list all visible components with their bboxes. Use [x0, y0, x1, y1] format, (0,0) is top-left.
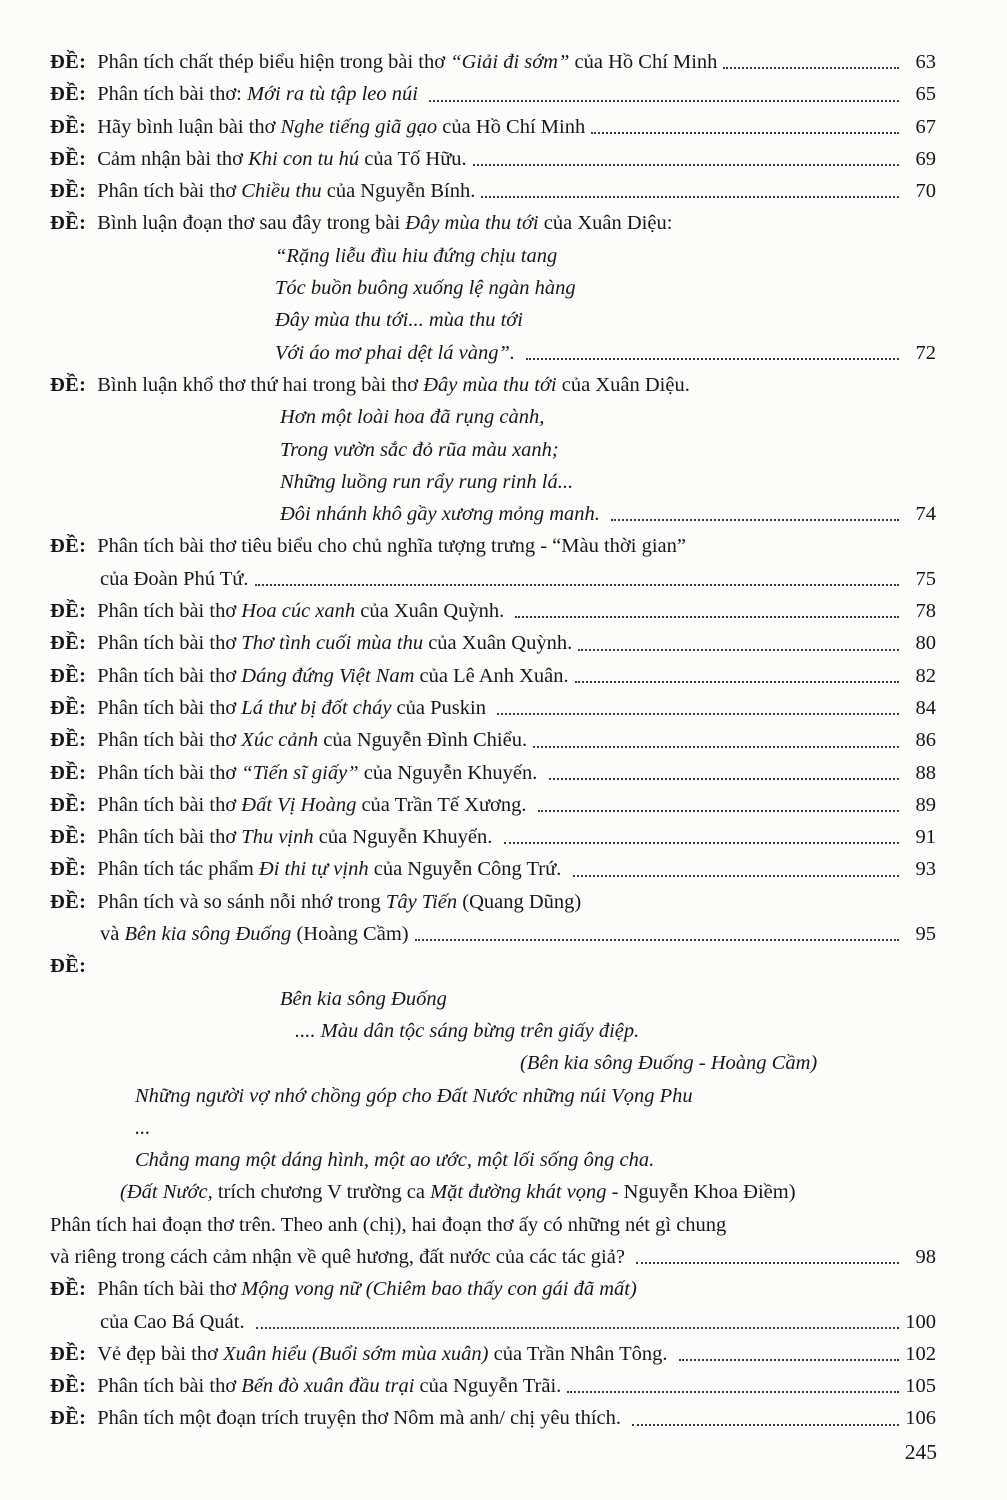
entry-text [97, 111, 585, 143]
toc-entry [50, 724, 936, 756]
entry-text [295, 1015, 639, 1047]
toc-page-ref: 78 [915, 600, 936, 623]
entry-text-segment: của Lê Anh Xuân. [414, 664, 569, 687]
entry-text [97, 1370, 561, 1402]
toc-continuation-line [50, 466, 936, 498]
entry-text-segment: của Cao Bá Quát. [100, 1310, 250, 1333]
entry-text-segment: Phân tích bài thơ: [97, 83, 247, 106]
entry-text [97, 757, 542, 789]
dot-leader [626, 1402, 902, 1434]
work-title: Với áo mơ phai dệt lá vàng”. [275, 341, 521, 364]
entry-text-segment: Phân tích bài thơ [97, 696, 242, 719]
entry-text-segment: Hãy bình luận bài thơ [97, 115, 281, 138]
toc-entry [50, 143, 936, 175]
entry-text [280, 434, 559, 466]
work-title: Mới ra tù tập leo núi [247, 83, 424, 106]
toc-page-ref: 74 [915, 503, 936, 526]
toc-continuation-line [50, 304, 936, 336]
entry-text [97, 724, 527, 756]
work-title: Tóc buồn buông xuống lệ ngàn hàng [275, 277, 576, 300]
toc-continuation-line [50, 1144, 936, 1176]
toc-page-ref: 80 [915, 632, 936, 655]
work-title: Mộng vong nữ (Chiêm bao thấy con gái đã mất) [241, 1278, 637, 1301]
entry-label: ĐỀ: [50, 632, 87, 655]
entry-text-segment: Phân tích bài thơ tiêu biểu cho chủ nghĩa tượng trưng - “Màu thời gian” [97, 535, 686, 558]
dot-leader [717, 46, 902, 78]
toc-continuation-line [50, 1047, 936, 1079]
entry-label: ĐỀ: [50, 600, 87, 623]
work-title: “Giải đi sớm” [450, 51, 570, 73]
work-title: Tây Tiến [385, 890, 458, 913]
work-title: (Bên kia sông Đuống - Hoàng Cầm) [520, 1052, 818, 1075]
entry-text-segment: Phân tích chất thép biểu hiện trong bài thơ [97, 51, 451, 73]
work-title: Đây mùa thu tới... mùa thu tới [275, 309, 523, 332]
toc-entry-line [50, 1370, 936, 1402]
toc-continuation-line [50, 1112, 936, 1144]
entry-text-segment: Vẻ đẹp bài thơ [97, 1342, 224, 1365]
dot-leader [630, 1241, 902, 1273]
entry-text-segment: - Nguyễn Khoa Điềm) [606, 1181, 796, 1204]
entry-text [97, 853, 566, 885]
entry-text [280, 466, 573, 498]
entry-label: ĐỀ: [50, 664, 87, 687]
entry-text [97, 821, 497, 853]
toc-page-ref: 91 [915, 826, 936, 849]
entry-text [97, 789, 531, 821]
toc-entry-line [50, 46, 936, 78]
work-title: Xuân hiểu (Buổi sớm mùa xuân) [223, 1342, 489, 1365]
toc-entry-line [50, 1402, 936, 1434]
toc-entry-line [50, 950, 936, 982]
entry-text [97, 1338, 672, 1370]
toc-entry-line [50, 530, 936, 562]
toc-entry-line [50, 111, 936, 143]
work-title: (Đất Nước, [120, 1181, 213, 1204]
entry-label: ĐỀ: [50, 1342, 87, 1365]
work-title: “Rặng liễu đìu hiu đứng chịu tang [275, 244, 558, 267]
entry-text-segment: của Trần Nhân Tông. [488, 1342, 673, 1365]
dot-leader [572, 627, 902, 659]
toc-entry-line [50, 660, 936, 692]
work-title: “Tiến sĩ giấy” [241, 761, 359, 784]
toc-continuation-line [50, 1080, 936, 1112]
entry-label: ĐỀ: [50, 826, 87, 849]
toc-page-ref: 63 [915, 51, 936, 73]
toc-page-ref: 102 [905, 1342, 936, 1365]
toc-entry [50, 627, 936, 659]
work-title: Mặt đường khát vọng [430, 1181, 607, 1204]
entry-text [275, 240, 557, 272]
entry-text-segment: Phân tích bài thơ [97, 180, 242, 203]
entry-text-segment: Bình luận khổ thơ thứ hai trong bài thơ [97, 373, 424, 396]
toc-entry [50, 821, 936, 853]
entry-label: ĐỀ: [50, 147, 87, 170]
entry-label: ĐỀ: [50, 51, 87, 73]
toc-continuation-line [50, 337, 936, 369]
toc-continuation-line [50, 1209, 936, 1241]
toc-entry [50, 757, 936, 789]
entry-text [97, 175, 475, 207]
toc-continuation-line [50, 1015, 936, 1047]
entry-label: ĐỀ: [50, 1278, 87, 1301]
toc-page-ref: 70 [915, 180, 936, 203]
entry-label: ĐỀ: [50, 535, 87, 558]
entry-text-segment: (Hoàng Cầm) [291, 923, 409, 946]
entry-text-segment: Phân tích tác phẩm [97, 858, 259, 881]
dot-leader [605, 498, 902, 530]
entry-text-segment: của Nguyễn Đình Chiểu. [318, 729, 528, 752]
entry-text [97, 1273, 637, 1305]
entry-text [97, 660, 568, 692]
work-title: .... Màu dân tộc sáng bừng trên giấy điệp. [295, 1019, 640, 1042]
entry-label: ĐỀ: [50, 212, 87, 235]
dot-leader [423, 78, 902, 110]
entry-label: ĐỀ: [50, 955, 87, 978]
dot-leader [567, 853, 903, 885]
entry-text-segment: (Quang Dũng) [457, 890, 582, 913]
entry-text-segment: Phân tích một đoạn trích truyện thơ Nôm mà anh/ chị yêu thích. [97, 1407, 627, 1430]
entry-text-segment: của Xuân Quỳnh. [355, 600, 510, 623]
toc-entry [50, 1402, 936, 1434]
work-title: Lá thư bị đốt cháy [241, 696, 392, 719]
entry-text [520, 1047, 817, 1079]
entry-label: ĐỀ: [50, 729, 87, 752]
toc-continuation-line [50, 240, 936, 272]
entry-label: ĐỀ: [50, 858, 87, 881]
dot-leader [520, 337, 902, 369]
work-title: Hơn một loài hoa đã rụng cành, [280, 406, 545, 429]
entry-label: ĐỀ: [50, 180, 87, 203]
toc-page-ref: 106 [905, 1407, 936, 1430]
work-title: Hoa cúc xanh [241, 600, 356, 623]
work-title: Những luồng run rẩy rung rinh lá... [280, 470, 574, 493]
toc-page-ref: 105 [905, 1375, 936, 1398]
entry-text [135, 1144, 654, 1176]
toc-continuation-line [50, 272, 936, 304]
entry-text-segment: của Đoàn Phú Tứ. [100, 567, 249, 590]
toc-continuation-line [50, 1241, 936, 1273]
work-title: Nghe tiếng giã gạo [280, 115, 438, 138]
toc-entry-line [50, 78, 936, 110]
dot-leader [543, 757, 902, 789]
entry-text-segment: Cảm nhận bài thơ [97, 147, 249, 170]
entry-text-segment: của Nguyễn Khuyến. [358, 761, 543, 784]
entry-text [275, 337, 520, 369]
toc-entry [50, 175, 936, 207]
toc-continuation-line [50, 498, 936, 530]
page-number: 245 [904, 1440, 937, 1464]
toc-entry [50, 886, 936, 951]
toc-entry [50, 530, 936, 595]
dot-leader [527, 724, 902, 756]
toc-entry-line [50, 595, 936, 627]
dot-leader [467, 143, 902, 175]
toc-entry [50, 950, 936, 1273]
dot-leader [249, 563, 902, 595]
work-title: Bến đò xuân đầu trại [241, 1375, 415, 1398]
toc-page-ref: 95 [915, 923, 936, 946]
entry-text [275, 304, 523, 336]
toc-continuation-line [50, 434, 936, 466]
entry-label: ĐỀ: [50, 793, 87, 816]
entry-text-segment: Phân tích bài thơ [97, 600, 242, 623]
entry-text-segment: Phân tích và so sánh nỗi nhớ trong [97, 890, 386, 913]
dot-leader [561, 1370, 902, 1402]
entry-text-segment: của Nguyễn Trãi. [414, 1375, 562, 1398]
entry-text-segment: Phân tích bài thơ [97, 729, 242, 752]
entry-text-segment: Phân tích bài thơ [97, 826, 242, 849]
toc-entry-line [50, 757, 936, 789]
entry-text-segment: của Xuân Diệu. [556, 373, 690, 396]
toc-page-ref: 69 [915, 147, 936, 170]
entry-text [97, 627, 572, 659]
work-title: Đất Vị Hoàng [241, 793, 357, 816]
work-title: Dáng đứng Việt Nam [241, 664, 415, 687]
entry-text-segment: của Nguyễn Khuyến. [313, 826, 498, 849]
work-title: Trong vườn sắc đỏ rũa màu xanh; [280, 438, 559, 461]
toc-page-ref: 88 [915, 761, 936, 784]
entry-text-segment: Phân tích hai đoạn thơ trên. Theo anh (chị), hai đoạn thơ ấy có những nét gì chung [50, 1213, 727, 1236]
entry-text [97, 530, 686, 562]
toc-page-ref: 67 [915, 115, 936, 138]
entry-text [135, 1080, 693, 1112]
dot-leader [491, 692, 902, 724]
toc-entry-line [50, 853, 936, 885]
toc-page-ref: 65 [915, 83, 936, 106]
toc-page-ref: 93 [915, 858, 936, 881]
work-title: Khi con tu hú [248, 147, 360, 170]
entry-text-segment: của Hồ Chí Minh [569, 51, 718, 73]
dot-leader [532, 789, 902, 821]
toc-entry-line [50, 789, 936, 821]
entry-text-segment: của Trần Tế Xương. [356, 793, 532, 816]
entry-text-segment: của Nguyễn Bính. [321, 180, 476, 203]
entry-text-segment: và [100, 923, 125, 946]
entry-label: ĐỀ: [50, 1407, 87, 1430]
toc-page-ref: 75 [915, 567, 936, 590]
toc-entry-line [50, 207, 936, 239]
entry-text [97, 369, 690, 401]
toc-entry-line [50, 143, 936, 175]
entry-text-segment: của Hồ Chí Minh [437, 115, 586, 138]
toc-entry [50, 78, 936, 110]
entry-text-segment: Phân tích bài thơ [97, 632, 242, 655]
entry-text [100, 1306, 250, 1338]
entry-text [97, 46, 717, 78]
entry-text-segment: Bình luận đoạn thơ sau đây trong bài [97, 212, 406, 235]
entry-text-segment: của Puskin [391, 696, 492, 719]
toc-page-ref: 89 [915, 793, 936, 816]
entry-text [280, 401, 544, 433]
entry-text-segment: của Xuân Quỳnh. [423, 632, 573, 655]
toc-entry [50, 595, 936, 627]
toc [50, 46, 936, 1435]
toc-continuation-line [50, 1176, 936, 1208]
toc-entry [50, 660, 936, 692]
toc-entry [50, 111, 936, 143]
work-title: Chẳng mang một dáng hình, một ao ước, một lối sống ông cha. [135, 1149, 655, 1172]
work-title: Thơ tình cuối mùa thu [241, 632, 424, 655]
work-title: Bên kia sông Đuống [124, 923, 292, 946]
work-title: Chiều thu [241, 180, 322, 203]
toc-page-ref: 98 [915, 1245, 936, 1268]
work-title: Đây mùa thu tới [423, 373, 557, 396]
entry-text [50, 1209, 726, 1241]
dot-leader [585, 111, 902, 143]
toc-entry-line [50, 821, 936, 853]
toc-page-ref: 86 [915, 729, 936, 752]
toc-entry-line [50, 1273, 936, 1305]
entry-text [100, 918, 409, 950]
dot-leader [673, 1338, 902, 1370]
toc-entry [50, 692, 936, 724]
entry-text-segment: Phân tích bài thơ [97, 664, 242, 687]
toc-continuation-line [50, 983, 936, 1015]
toc-entry-line [50, 724, 936, 756]
entry-text [135, 1112, 150, 1144]
work-title: Thu vịnh [241, 826, 314, 849]
toc-entry-line [50, 627, 936, 659]
toc-entry-line [50, 175, 936, 207]
dot-leader [475, 175, 902, 207]
entry-label: ĐỀ: [50, 890, 87, 913]
entry-text [50, 1241, 630, 1273]
entry-text [97, 886, 581, 918]
dot-leader [569, 660, 902, 692]
entry-text [97, 595, 509, 627]
toc-page-ref: 84 [915, 696, 936, 719]
work-title: ... [135, 1116, 151, 1139]
work-title: Xúc cảnh [241, 729, 319, 752]
entry-label: ĐỀ: [50, 696, 87, 719]
entry-text [97, 78, 423, 110]
entry-label: ĐỀ: [50, 761, 87, 784]
toc-entry-line [50, 692, 936, 724]
work-title: Đây mùa thu tới [405, 212, 539, 235]
entry-label: ĐỀ: [50, 83, 87, 106]
entry-text [280, 983, 447, 1015]
entry-text [100, 563, 249, 595]
entry-label: ĐỀ: [50, 115, 87, 138]
toc-entry [50, 789, 936, 821]
dot-leader [250, 1306, 902, 1338]
toc-entry [50, 46, 936, 78]
entry-text [97, 143, 466, 175]
work-title: Bên kia sông Đuống [280, 987, 447, 1010]
entry-text-segment: Phân tích bài thơ [97, 1375, 242, 1398]
entry-text-segment: Phân tích bài thơ [97, 793, 242, 816]
toc-page-ref: 82 [915, 664, 936, 687]
toc-entry [50, 853, 936, 885]
entry-label: ĐỀ: [50, 373, 87, 396]
toc-page-ref: 72 [915, 341, 936, 364]
entry-text-segment: trích chương V trường ca [212, 1181, 431, 1204]
entry-text-segment: của Nguyễn Công Trứ. [368, 858, 567, 881]
entry-text-segment: Phân tích bài thơ [97, 1278, 242, 1301]
dot-leader [409, 918, 902, 950]
dot-leader [498, 821, 902, 853]
entry-text-segment: của Tố Hữu. [359, 147, 467, 170]
toc-entry-line [50, 369, 936, 401]
entry-text-segment: Phân tích bài thơ [97, 761, 242, 784]
toc-entry [50, 1370, 936, 1402]
entry-text-segment: và riêng trong cách cảm nhận về quê hương, đất nước của các tác giả? [50, 1245, 631, 1268]
toc-continuation-line [50, 563, 936, 595]
toc-page-ref: 100 [905, 1310, 936, 1333]
entry-label: ĐỀ: [50, 1375, 87, 1398]
toc-entry [50, 207, 936, 368]
toc-entry-line [50, 1338, 936, 1370]
entry-text [97, 1402, 626, 1434]
toc-entry [50, 1338, 936, 1370]
toc-continuation-line [50, 1306, 936, 1338]
entry-text [280, 498, 605, 530]
entry-text-segment: của Xuân Diệu: [538, 212, 673, 235]
toc-entry [50, 1273, 936, 1338]
entry-text [97, 207, 672, 239]
toc-continuation-line [50, 918, 936, 950]
work-title: Đi thi tự vịnh [258, 858, 369, 881]
toc-continuation-line [50, 401, 936, 433]
work-title: Đôi nhánh khô gầy xương mỏng manh. [280, 503, 606, 526]
toc-entry-line [50, 886, 936, 918]
toc-entry [50, 369, 936, 530]
entry-text [275, 272, 576, 304]
work-title: Những người vợ nhớ chồng góp cho Đất Nước những núi Vọng Phu [135, 1084, 693, 1107]
dot-leader [509, 595, 902, 627]
entry-text [120, 1176, 796, 1208]
entry-text [97, 692, 491, 724]
